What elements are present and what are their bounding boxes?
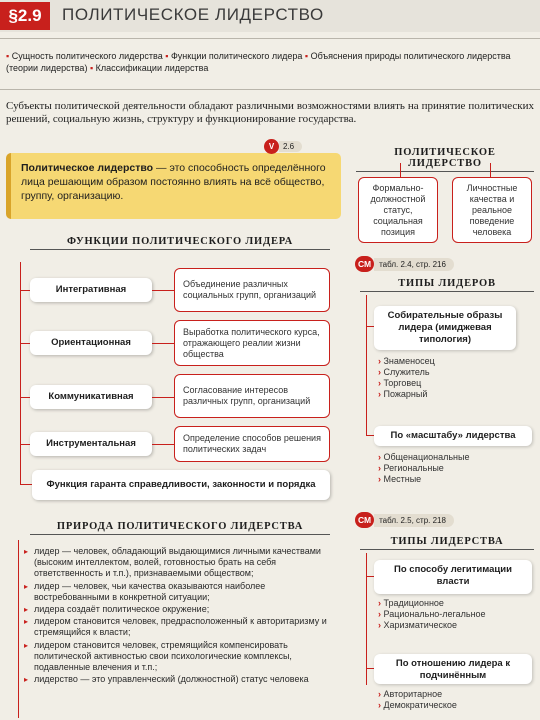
- functions-spine: [20, 262, 21, 484]
- function-orientation-desc: Выработка политического курса, отражающего реалии жизни общества: [174, 320, 330, 366]
- leadership-qualities-box: Личностные качества и реальное поведение человека: [452, 177, 532, 243]
- topic-item: Объяснения природы политического лидерства (теории лидерства): [6, 51, 511, 73]
- leadership-diagram-title: ПОЛИТИЧЕСКОЕ ЛИДЕРСТВО: [356, 147, 534, 172]
- topics-list: ▪ Сущность политического лидерства ▪ Функции политического лидера ▪ Объяснения природы политического лидерства (теории лидерства) ▪ Классификации лидерства: [6, 51, 511, 73]
- nature-item: ▸ лидер — человек, обладающий выдающимися личными качествами (высоким интеллектом, волей, готовностью брать на себя ответственность и т.п.), признаваемыми обществом;: [24, 546, 342, 580]
- connector: [20, 343, 30, 344]
- connector: [20, 444, 30, 445]
- types-leaders-ref: [355, 256, 454, 272]
- functions-title: ФУНКЦИИ ПОЛИТИЧЕСКОГО ЛИДЕРА: [30, 236, 330, 250]
- types-leadership-ref: [355, 512, 454, 528]
- ref-table: табл. 2.5, стр. 218: [374, 514, 454, 527]
- function-guarantor: Функция гаранта справедливости, законности и порядка: [32, 470, 330, 500]
- connector: [20, 484, 32, 485]
- leadership-status-box: Формально-должностной статус, социальная позиция: [358, 177, 438, 243]
- function-instrumental-desc: Определение способов решения политических задач: [174, 426, 330, 462]
- function-communicative-desc: Согласование интересов различных групп, организаций: [174, 374, 330, 418]
- divider: [0, 89, 540, 90]
- nature-item: ▸ лидер — человек, чьи качества оказываются наиболее востребованными в конкретной ситуации;: [24, 581, 342, 603]
- nature-item: ▸ лидером становится человек, предрасположенный к авторитаризму и стремящийся к власти;: [24, 616, 342, 638]
- connector: [20, 290, 30, 291]
- ref-badge: СМ: [355, 256, 374, 272]
- list-item: › Авторитарное: [378, 689, 528, 700]
- types-leaders-title: ТИПЫ ЛИДЕРОВ: [360, 278, 534, 292]
- nature-spine: [18, 540, 19, 718]
- definition-ref-badge: [264, 139, 302, 154]
- scale-box: По «масштабу» лидерства: [374, 426, 532, 446]
- connector: [20, 397, 30, 398]
- scale-list: [378, 452, 518, 485]
- list-item: › Харизматическое: [378, 620, 528, 631]
- subordinates-list: [378, 689, 528, 711]
- list-item: › Традиционное: [378, 598, 528, 609]
- list-item: › Знаменосец: [378, 356, 518, 367]
- nature-item: ▸ лидерство — это управленческий (должностной) статус человека: [24, 674, 342, 685]
- nature-item: ▸ лидера создаёт политическое окружение;: [24, 604, 342, 615]
- connector: [152, 343, 174, 344]
- connector: [152, 397, 174, 398]
- nature-item: ▸ лидером становится человек, стремящийся компенсировать политической активностью свои психологические комплексы, подавленные влечения и т.п.;: [24, 640, 342, 674]
- list-item: › Пожарный: [378, 389, 518, 400]
- nature-title: ПРИРОДА ПОЛИТИЧЕСКОГО ЛИДЕРСТВА: [30, 521, 330, 535]
- function-orientation: Ориентационная: [30, 331, 152, 355]
- connector: [152, 290, 174, 291]
- nature-list: [24, 546, 342, 686]
- definition-text: — это способность определённого лица решающим образом постоянно влиять на всё общество, группу, организацию.: [21, 162, 326, 202]
- image-typology-box: Собирательные образы лидера (имиджевая типология): [374, 306, 516, 350]
- list-item: › Региональные: [378, 463, 518, 474]
- function-communicative: Коммуникативная: [30, 385, 152, 409]
- ref-table: табл. 2.4, стр. 216: [374, 258, 454, 271]
- types-leadership-spine: [366, 553, 367, 685]
- legitimation-box: По способу легитимации власти: [374, 560, 532, 594]
- topic-item: Сущность политического лидерства: [11, 51, 163, 61]
- list-item: › Демократическое: [378, 700, 528, 711]
- section-badge: §2.9: [0, 2, 50, 30]
- ref-letter: V: [264, 139, 279, 154]
- connector: [366, 435, 374, 436]
- page-title: ПОЛИТИЧЕСКОЕ ЛИДЕРСТВО: [62, 5, 324, 24]
- connector: [366, 576, 374, 577]
- definition-term: Политическое лидерство: [21, 162, 154, 174]
- list-item: › Рационально-легальное: [378, 609, 528, 620]
- definition-box: [6, 153, 341, 219]
- types-leaders-spine: [366, 295, 367, 435]
- connector: [366, 326, 374, 327]
- divider: [0, 38, 540, 39]
- intro-text: Субъекты политической деятельности обладают различными возможностями влиять на принятие политических решений, социальную жизнь, структуру и функционирование государства.: [6, 100, 534, 125]
- subordinates-box: По отношению лидера к подчинённым: [374, 654, 532, 684]
- topic-item: Классификации лидерства: [95, 63, 209, 73]
- ref-number: 2.6: [279, 141, 302, 152]
- list-item: › Торговец: [378, 378, 518, 389]
- connector: [152, 444, 174, 445]
- function-integrative: Интегративная: [30, 278, 152, 302]
- image-typology-list: [378, 356, 518, 400]
- ref-badge: СМ: [355, 512, 374, 528]
- function-integrative-desc: Объединение различных социальных групп, организаций: [174, 268, 330, 312]
- legitimation-list: [378, 598, 528, 631]
- list-item: › Общенациональные: [378, 452, 518, 463]
- types-leadership-title: ТИПЫ ЛИДЕРСТВА: [360, 536, 534, 550]
- list-item: › Служитель: [378, 367, 518, 378]
- connector: [490, 163, 491, 177]
- function-instrumental: Инструментальная: [30, 432, 152, 456]
- list-item: › Местные: [378, 474, 518, 485]
- connector: [366, 668, 374, 669]
- topic-item: Функции политического лидера: [170, 51, 303, 61]
- connector: [400, 163, 401, 177]
